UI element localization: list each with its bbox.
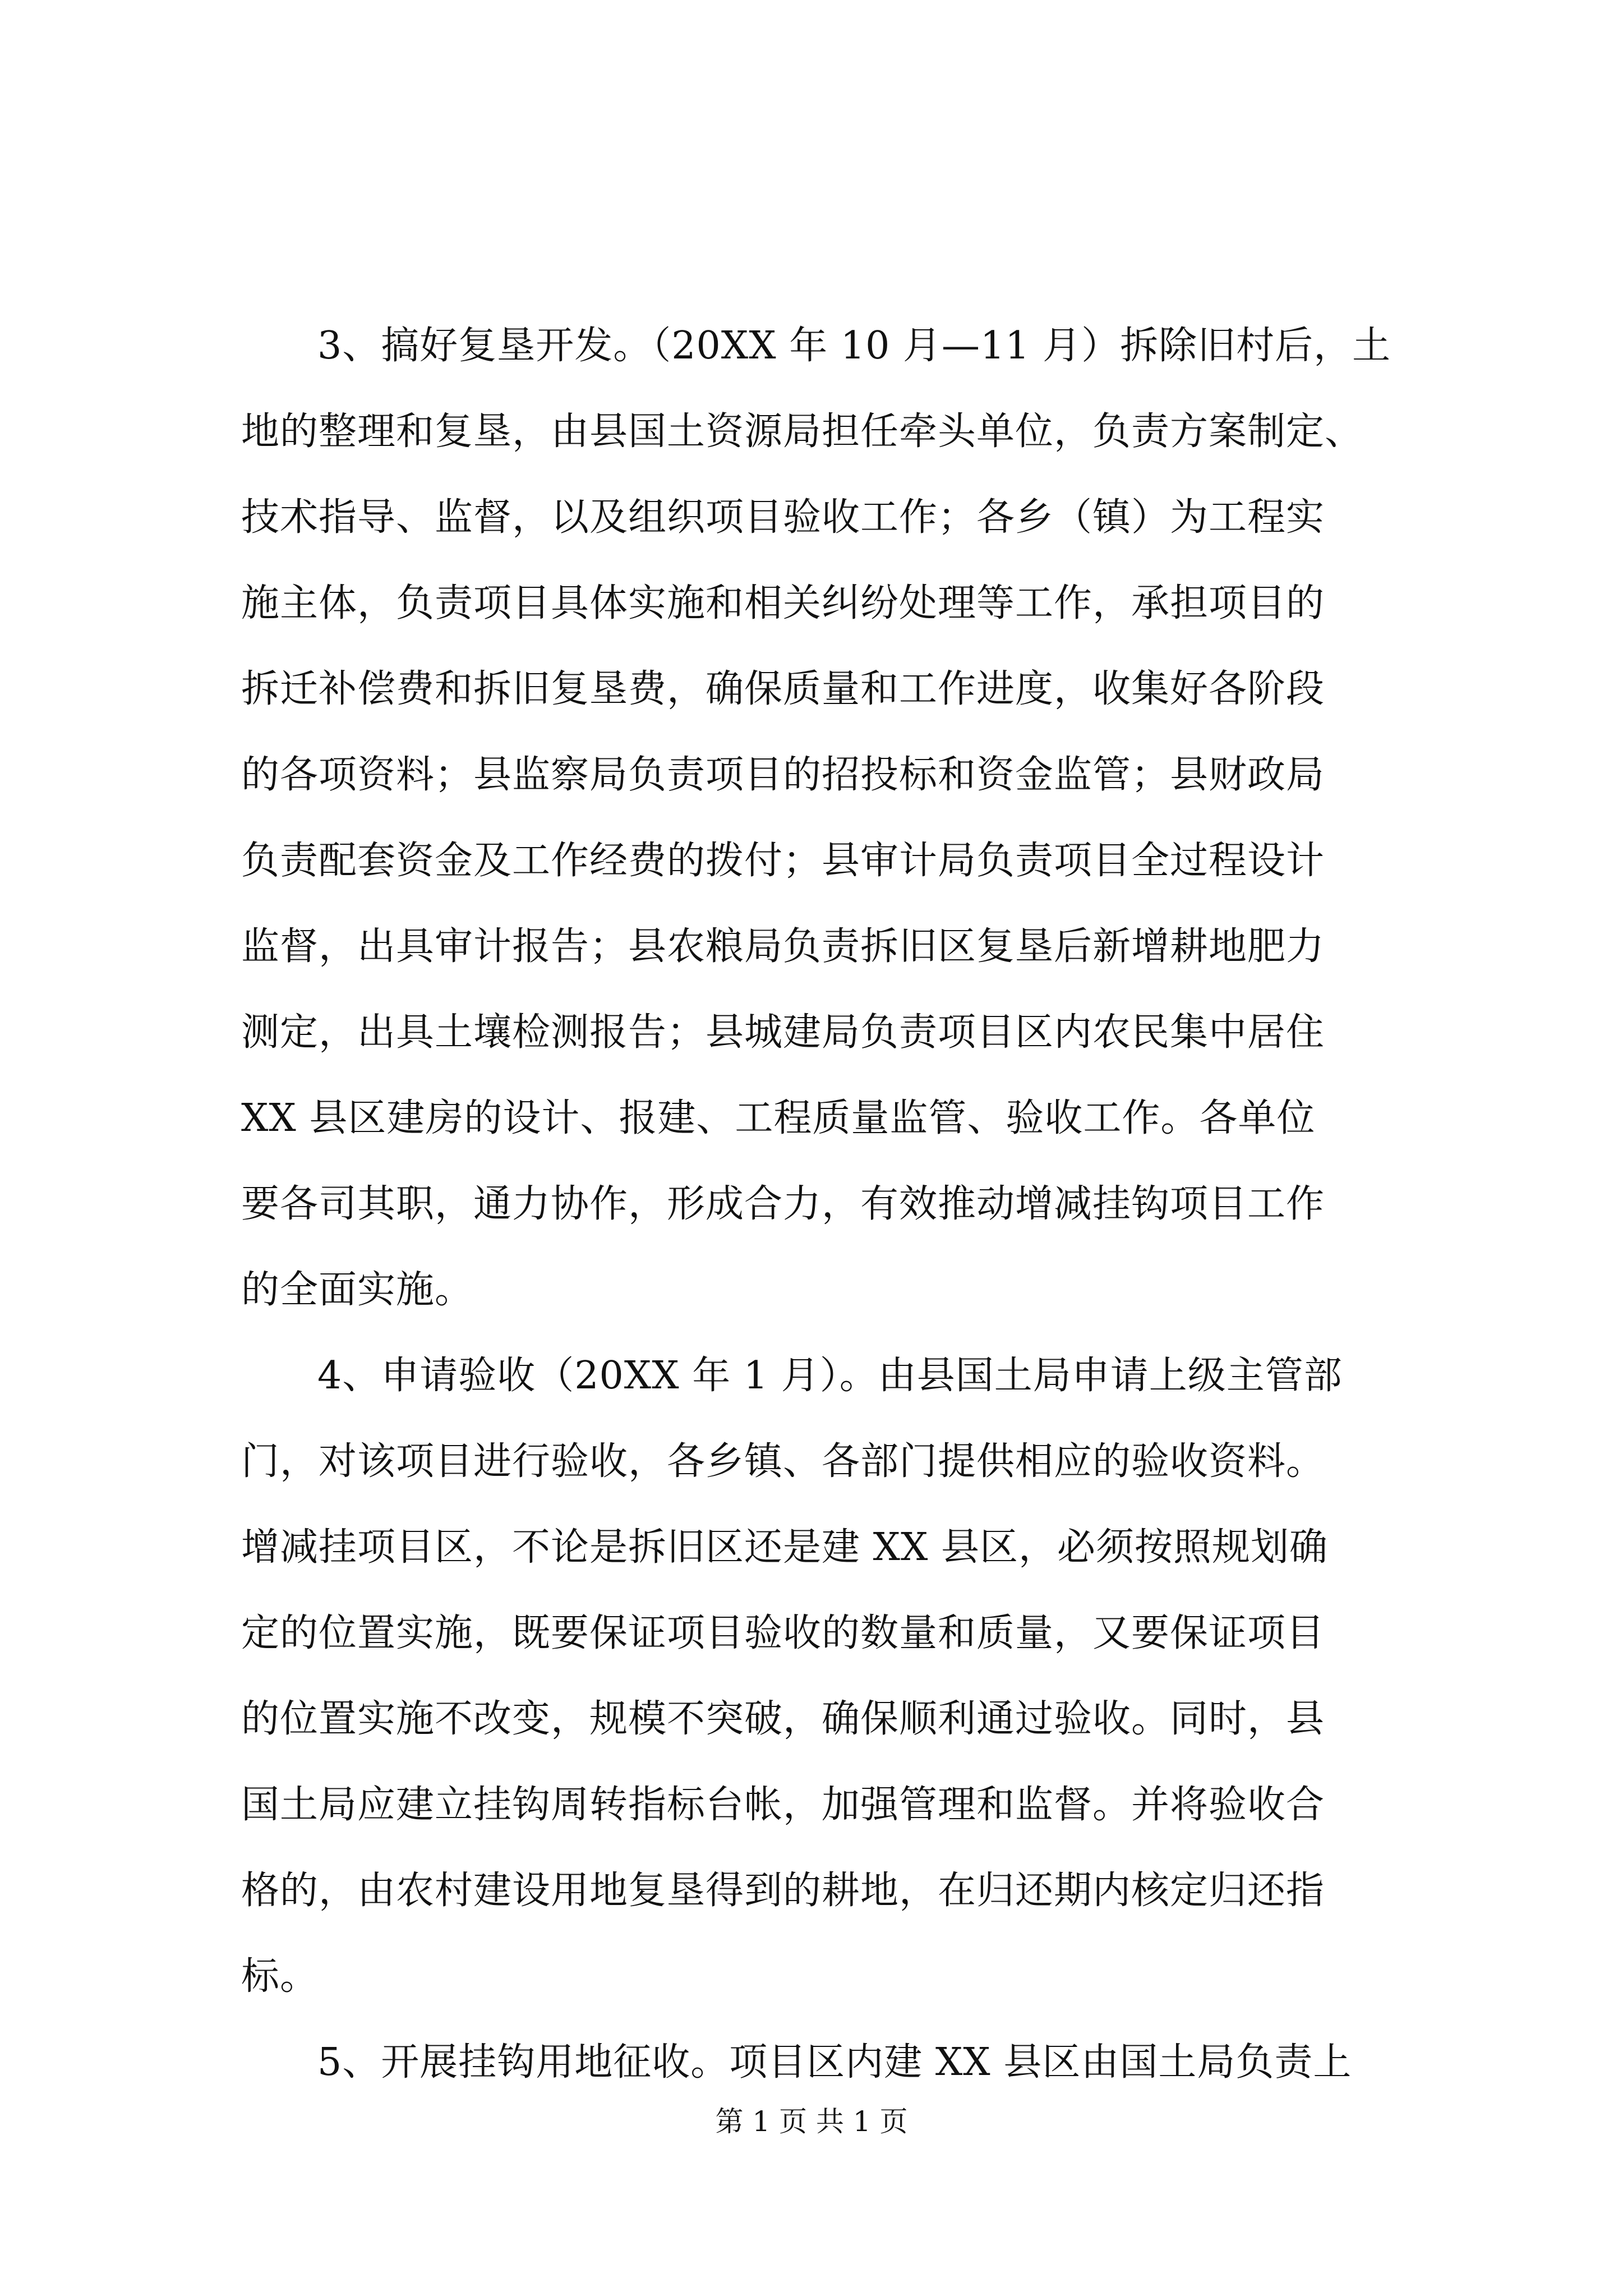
text-line: 标。 xyxy=(241,1954,319,1999)
text-line: 要各司其职，通力协作，形成合力，有效推动增减挂钩项目工作 xyxy=(241,1182,1325,1226)
document-body xyxy=(241,303,1419,2105)
page-number-footer: 第 1 页 共 1 页 xyxy=(715,2105,908,2138)
paragraph-4 xyxy=(241,1333,1419,2019)
text-line: 技术指导、监督，以及组织项目验收工作；各乡（镇）为工程实 xyxy=(241,495,1325,540)
paragraph-3 xyxy=(241,303,1419,1333)
text-line: 监督，出具审计报告；县农粮局负责拆旧区复垦后新增耕地肥力 xyxy=(241,924,1325,969)
text-line: 测定，出具土壤检测报告；县城建局负责项目区内农民集中居住 xyxy=(241,1010,1325,1055)
text-line: 的位置实施不改变，规模不突破，确保顺利通过验收。同时，县 xyxy=(241,1697,1325,1741)
text-line: 门，对该项目进行验收，各乡镇、各部门提供相应的验收资料。 xyxy=(241,1439,1325,1484)
text-line: 拆迁补偿费和拆旧复垦费，确保质量和工作进度，收集好各阶段 xyxy=(241,667,1325,711)
text-line: 增减挂项目区，不论是拆旧区还是建 XX 县区，必须按照规划确 xyxy=(241,1525,1329,1570)
text-line: 3、搞好复垦开发。（20XX 年 10 月—11 月）拆除旧村后，土 xyxy=(317,324,1391,368)
text-line: 格的，由农村建设用地复垦得到的耕地，在归还期内核定归还指 xyxy=(241,1869,1325,1913)
text-line: XX 县区建房的设计、报建、工程质量监管、验收工作。各单位 xyxy=(241,1096,1316,1140)
text-line: 地的整理和复垦，由县国土资源局担任牵头单位，负责方案制定、 xyxy=(241,409,1364,454)
text-line: 国土局应建立挂钩周转指标台帐，加强管理和监督。并将验收合 xyxy=(241,1783,1325,1827)
text-line: 定的位置实施，既要保证项目验收的数量和质量，又要保证项目 xyxy=(241,1611,1325,1655)
text-line: 施主体，负责项目具体实施和相关纠纷处理等工作，承担项目的 xyxy=(241,581,1325,625)
text-line: 负责配套资金及工作经费的拨付；县审计局负责项目全过程设计 xyxy=(241,839,1325,883)
text-line: 4、申请验收（20XX 年 1 月）。由县国土局申请上级主管部 xyxy=(317,1354,1343,1398)
text-line: 的各项资料；县监察局负责项目的招投标和资金监管；县财政局 xyxy=(241,753,1325,797)
paragraph-5 xyxy=(241,2019,1419,2105)
text-line: 5、开展挂钩用地征收。项目区内建 XX 县区由国土局负责上 xyxy=(317,2040,1352,2085)
text-line: 的全面实施。 xyxy=(241,1268,474,1312)
